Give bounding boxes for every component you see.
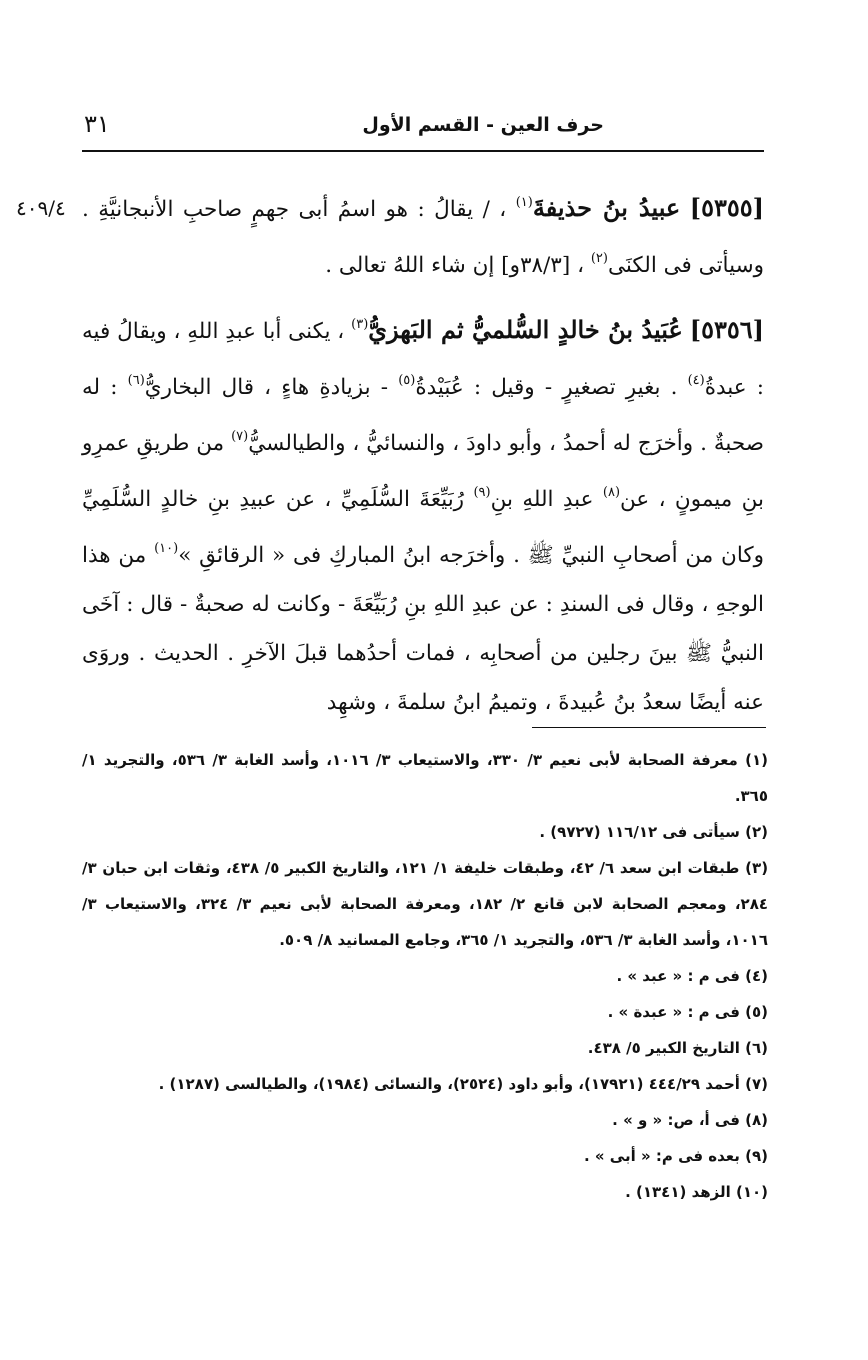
entry-name: عُبَيدُ بنُ خالدٍ السُّلميُّ ثم البَهزيُّ: [368, 315, 683, 344]
footnote: (٩) بعده فى م: « أبى » .: [583, 1147, 768, 1165]
footnotes: [82, 742, 768, 1210]
entry-name: عبيدُ بنُ حذيفةَ: [532, 193, 681, 222]
main-text: [82, 178, 764, 727]
entry-text: عبدِ اللهِ بنِ: [490, 487, 603, 512]
running-title: حرف العين - القسم الأول: [362, 114, 604, 136]
entry-paragraph: [82, 178, 764, 290]
entry-number: [٥٣٥٥]: [689, 193, 764, 222]
entry-text: رُبَيِّعَةَ السُّلَمِيِّ ، عن عبيدِ بنِ خالدٍ السُّلَمِيِّ وكان من أصحابِ النبيِّ ﷺ . وأخرَجه ابنُ المباركِ فى « الرقائقِ »: [82, 487, 764, 568]
footnote-reference: (١): [515, 195, 533, 210]
entry-text: ، [٣٨/٣و] إن شاء اللهُ تعالى .: [325, 253, 591, 278]
footnote: (٦) التاريخ الكبير ٥/ ٤٣٨.: [587, 1039, 768, 1057]
entry-text: . بغيرِ تصغيرٍ - وقيل : عُبَيْدةُ: [415, 375, 688, 400]
footnote-reference: (٧): [231, 429, 249, 444]
header-rule: [82, 150, 764, 152]
footnote: (١) معرفة الصحابة لأبى نعيم ٣/ ٣٣٠، والاستيعاب ٣/ ١٠١٦، وأسد الغابة ٣/ ٥٣٦، والتجريد ١/ ٣٦٥.: [82, 751, 768, 805]
entry-text: ، يكنى أبا عبدِ اللهِ ، ويقالُ فيه : عبدةُ: [82, 319, 764, 400]
footnote-separator: [532, 727, 766, 728]
footnote-reference: (٥): [398, 373, 416, 388]
entry-paragraph: [82, 300, 764, 727]
footnote-reference: (٦): [127, 373, 145, 388]
page-header: [82, 108, 764, 148]
footnote: (٤) فى م : « عبد » .: [616, 967, 768, 985]
margin-volume-reference: ٤٠٩/٤: [16, 196, 66, 220]
footnote: (٥) فى م : « عبدة » .: [607, 1003, 768, 1021]
entry-text: من طريقِ عمرِو بنِ ميمونٍ ، عن: [82, 431, 764, 512]
entry-number: [٥٣٥٦]: [689, 315, 764, 344]
footnote-reference: (١٠): [154, 541, 179, 556]
footnote: (٨) فى أ، ص: « و » .: [612, 1111, 768, 1129]
footnote-reference: (٩): [473, 485, 491, 500]
entry-text: - بزيادةِ هاءٍ ، قال البخاريُّ: [144, 375, 399, 400]
entry-text: ، / يقالُ : هو اسمُ أبى جهمٍ صاحبِ الأنبجانيَّةِ . وسيأتى فى الكنَى: [82, 197, 764, 278]
footnote: (٢) سيأتى فى ١١٦/١٢ (٩٧٢٧) .: [539, 823, 768, 841]
footnote: (٧) أحمد ٤٤٤/٢٩ (١٧٩٢١)، وأبو داود (٢٥٢٤)، والنسائى (١٩٨٤)، والطيالسى (١٢٨٧) .: [158, 1075, 768, 1093]
footnote-reference: (٤): [687, 373, 705, 388]
entry-body: [82, 319, 764, 715]
footnote: (٣) طبقات ابن سعد ٦/ ٤٢، وطبقات خليفة ١/ ١٢١، والتاريخ الكبير ٥/ ٤٣٨، وثقات ابن حبان ٣/ ٢٨٤، ومعجم الصحابة لابن قانع ٢/ ١٨٢، ومعرفة الصحابة لأبى نعيم ٣/ ٣٢٤، والاستيعاب ٣/ ١٠١٦، وأسد الغابة ٣/ ٥٣٦، والتجريد ١/ ٣٦٥، وجامع المسانيد ٨/ ٥٠٩.: [82, 859, 769, 949]
page-number: ٣١: [84, 110, 110, 138]
footnote-reference: (٣): [351, 317, 369, 332]
entry-text: من هذا الوجهِ ، وقال فى السندِ : عن عبدِ اللهِ بنِ رُبَيِّعَةَ - وكانت له صحبةٌ - قال : آخَى النبيُّ ﷺ بينَ رجلين من أصحابِه ، فمات أحدُهما قبلَ الآخرِ . الحديث . وروَى عنه أيضًا سعدُ بنُ عُبيدةَ ، وتميمُ ابنُ سلمةَ ، وشهِد: [82, 543, 764, 715]
footnote: (١٠) الزهد (١٣٤١) .: [625, 1183, 768, 1201]
entry-text: : له صحبةٌ . وأخرَج له أحمدُ ، وأبو داودَ ، والنسائيُّ ، والطيالسيُّ: [82, 375, 764, 456]
footnote-reference: (٨): [602, 485, 621, 500]
footnote-reference: (٢): [590, 251, 608, 266]
